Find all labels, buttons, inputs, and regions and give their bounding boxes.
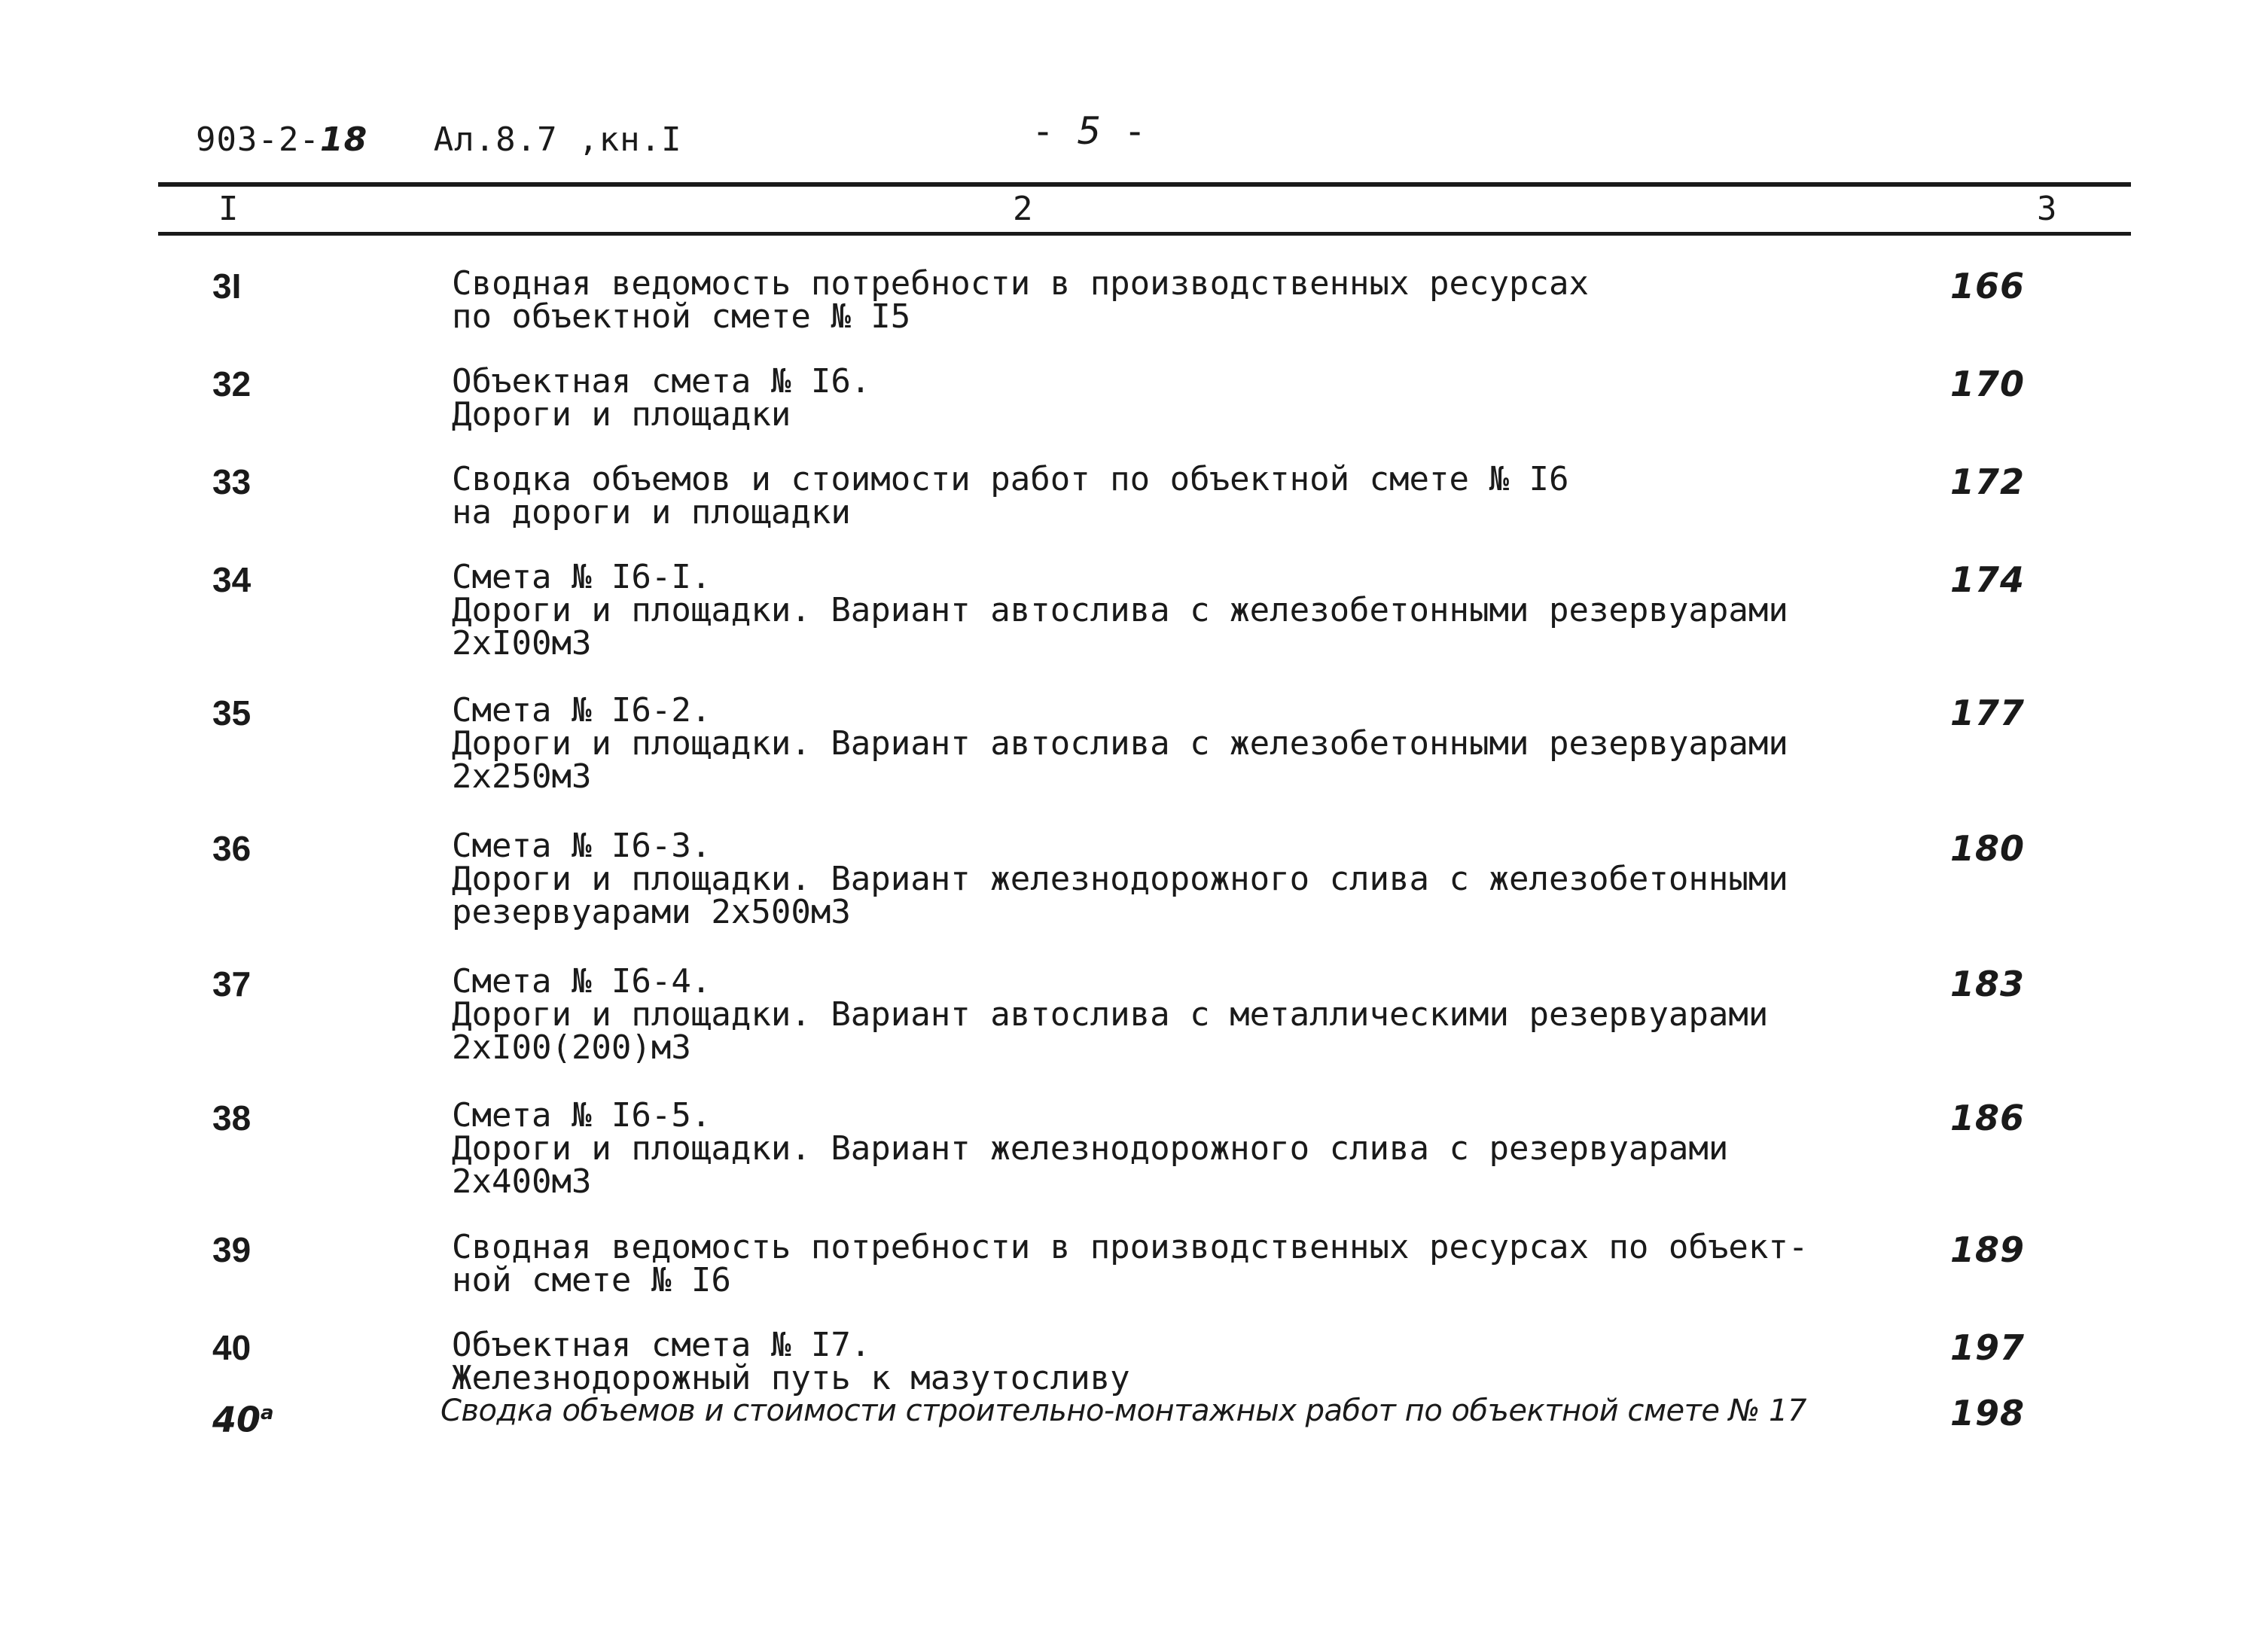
row-number: 40 [212,1328,251,1367]
page-number [1032,109,1146,153]
page-number-value: 5 [1077,109,1102,153]
row-page: 183 [1950,964,2026,1004]
row-number: 33 [212,462,251,501]
row-description [452,1096,1729,1201]
row-page: 198 [1950,1393,2026,1433]
document-code-prefix: 903-2- [196,120,320,159]
description-line: Сводка объемов и стоимости работ по объектной смете № I6 [452,460,1569,498]
row-page: 174 [1950,559,2026,600]
row-page: 189 [1950,1229,2026,1270]
row-page: 170 [1950,364,2026,404]
row-number: 34 [212,560,251,599]
description-line: Дороги и площадки. Вариант автослива с железобетонными резервуарами [452,591,1788,629]
row-number [212,1394,274,1438]
row-description [452,362,871,434]
row-description [452,962,1769,1067]
description-line: Дороги и площадки. Вариант железнодорожного слива с резервуарами [452,1129,1729,1168]
description-line: Смета № I6-I. [452,558,712,596]
column-header-3: 3 [2037,190,2057,228]
description-line: Объектная смета № I7. [452,1326,871,1364]
description-line: по объектной смете № I5 [452,297,911,336]
description-line: на дороги и площадки [452,493,851,532]
description-line: 2х250м3 [452,757,592,796]
description-line: ной смете № I6 [452,1261,731,1299]
description-line: Смета № I6-4. [452,962,712,1001]
row-description [452,827,1788,931]
document-code-suffix: 18 [319,120,368,159]
row-description [452,558,1788,663]
row-description [452,460,1569,532]
description-line: 2х400м3 [452,1162,592,1201]
row-number: 32 [212,364,251,404]
page-dash-left: - [1032,109,1055,153]
table-header-rule [158,232,2131,236]
description-line: Сводка объемов и стоимости строительно-монтажных работ по объектной смете № 17 [440,1394,1806,1428]
description-line: резервуарами 2х500м3 [452,893,851,931]
page-dash-right: - [1123,109,1147,153]
row-number: 3I [212,267,242,306]
row-description [440,1394,1806,1427]
row-number: 36 [212,829,251,868]
description-line: Сводная ведомость потребности в производственных ресурсах по объект- [452,1228,1809,1266]
description-line: Объектная смета № I6. [452,362,871,401]
table-top-rule [158,182,2131,187]
description-line: Дороги и площадки. Вариант железнодорожного слива с железобетонными [452,860,1788,898]
row-page: 177 [1950,693,2026,733]
document-code [196,120,682,159]
row-page: 186 [1950,1098,2026,1138]
row-number: 37 [212,964,251,1004]
row-description [452,691,1788,796]
row-number: 35 [212,693,251,733]
row-page: 180 [1950,828,2026,869]
album-reference: Ал.8.7 ,кн.I [433,120,682,159]
description-line: Дороги и площадки [452,395,791,434]
description-line: Смета № I6-2. [452,691,712,730]
row-description [452,1228,1809,1299]
description-line: Дороги и площадки. Вариант автослива с металлическими резервуарами [452,995,1769,1034]
row-page: 172 [1950,462,2026,502]
description-line: Железнодорожный путь к мазутосливу [452,1359,1130,1397]
row-page: 197 [1950,1327,2026,1368]
description-line: 2хI00(200)м3 [452,1028,691,1067]
description-line: Дороги и площадки. Вариант автослива с железобетонными резервуарами [452,724,1788,763]
row-description [452,1326,1130,1397]
description-line: Смета № I6-5. [452,1096,712,1135]
description-line: 2хI00м3 [452,624,592,663]
row-number-superscript: а [261,1402,274,1424]
description-line: Смета № I6-3. [452,827,712,865]
row-page: 166 [1950,266,2026,306]
description-line: Сводная ведомость потребности в производственных ресурсах [452,264,1589,303]
column-header-2: 2 [1013,190,1033,228]
row-description [452,264,1589,336]
row-number-value: 40 [212,1399,261,1440]
column-header-1: I [218,190,239,228]
row-number: 39 [212,1230,251,1269]
row-number: 38 [212,1098,251,1138]
